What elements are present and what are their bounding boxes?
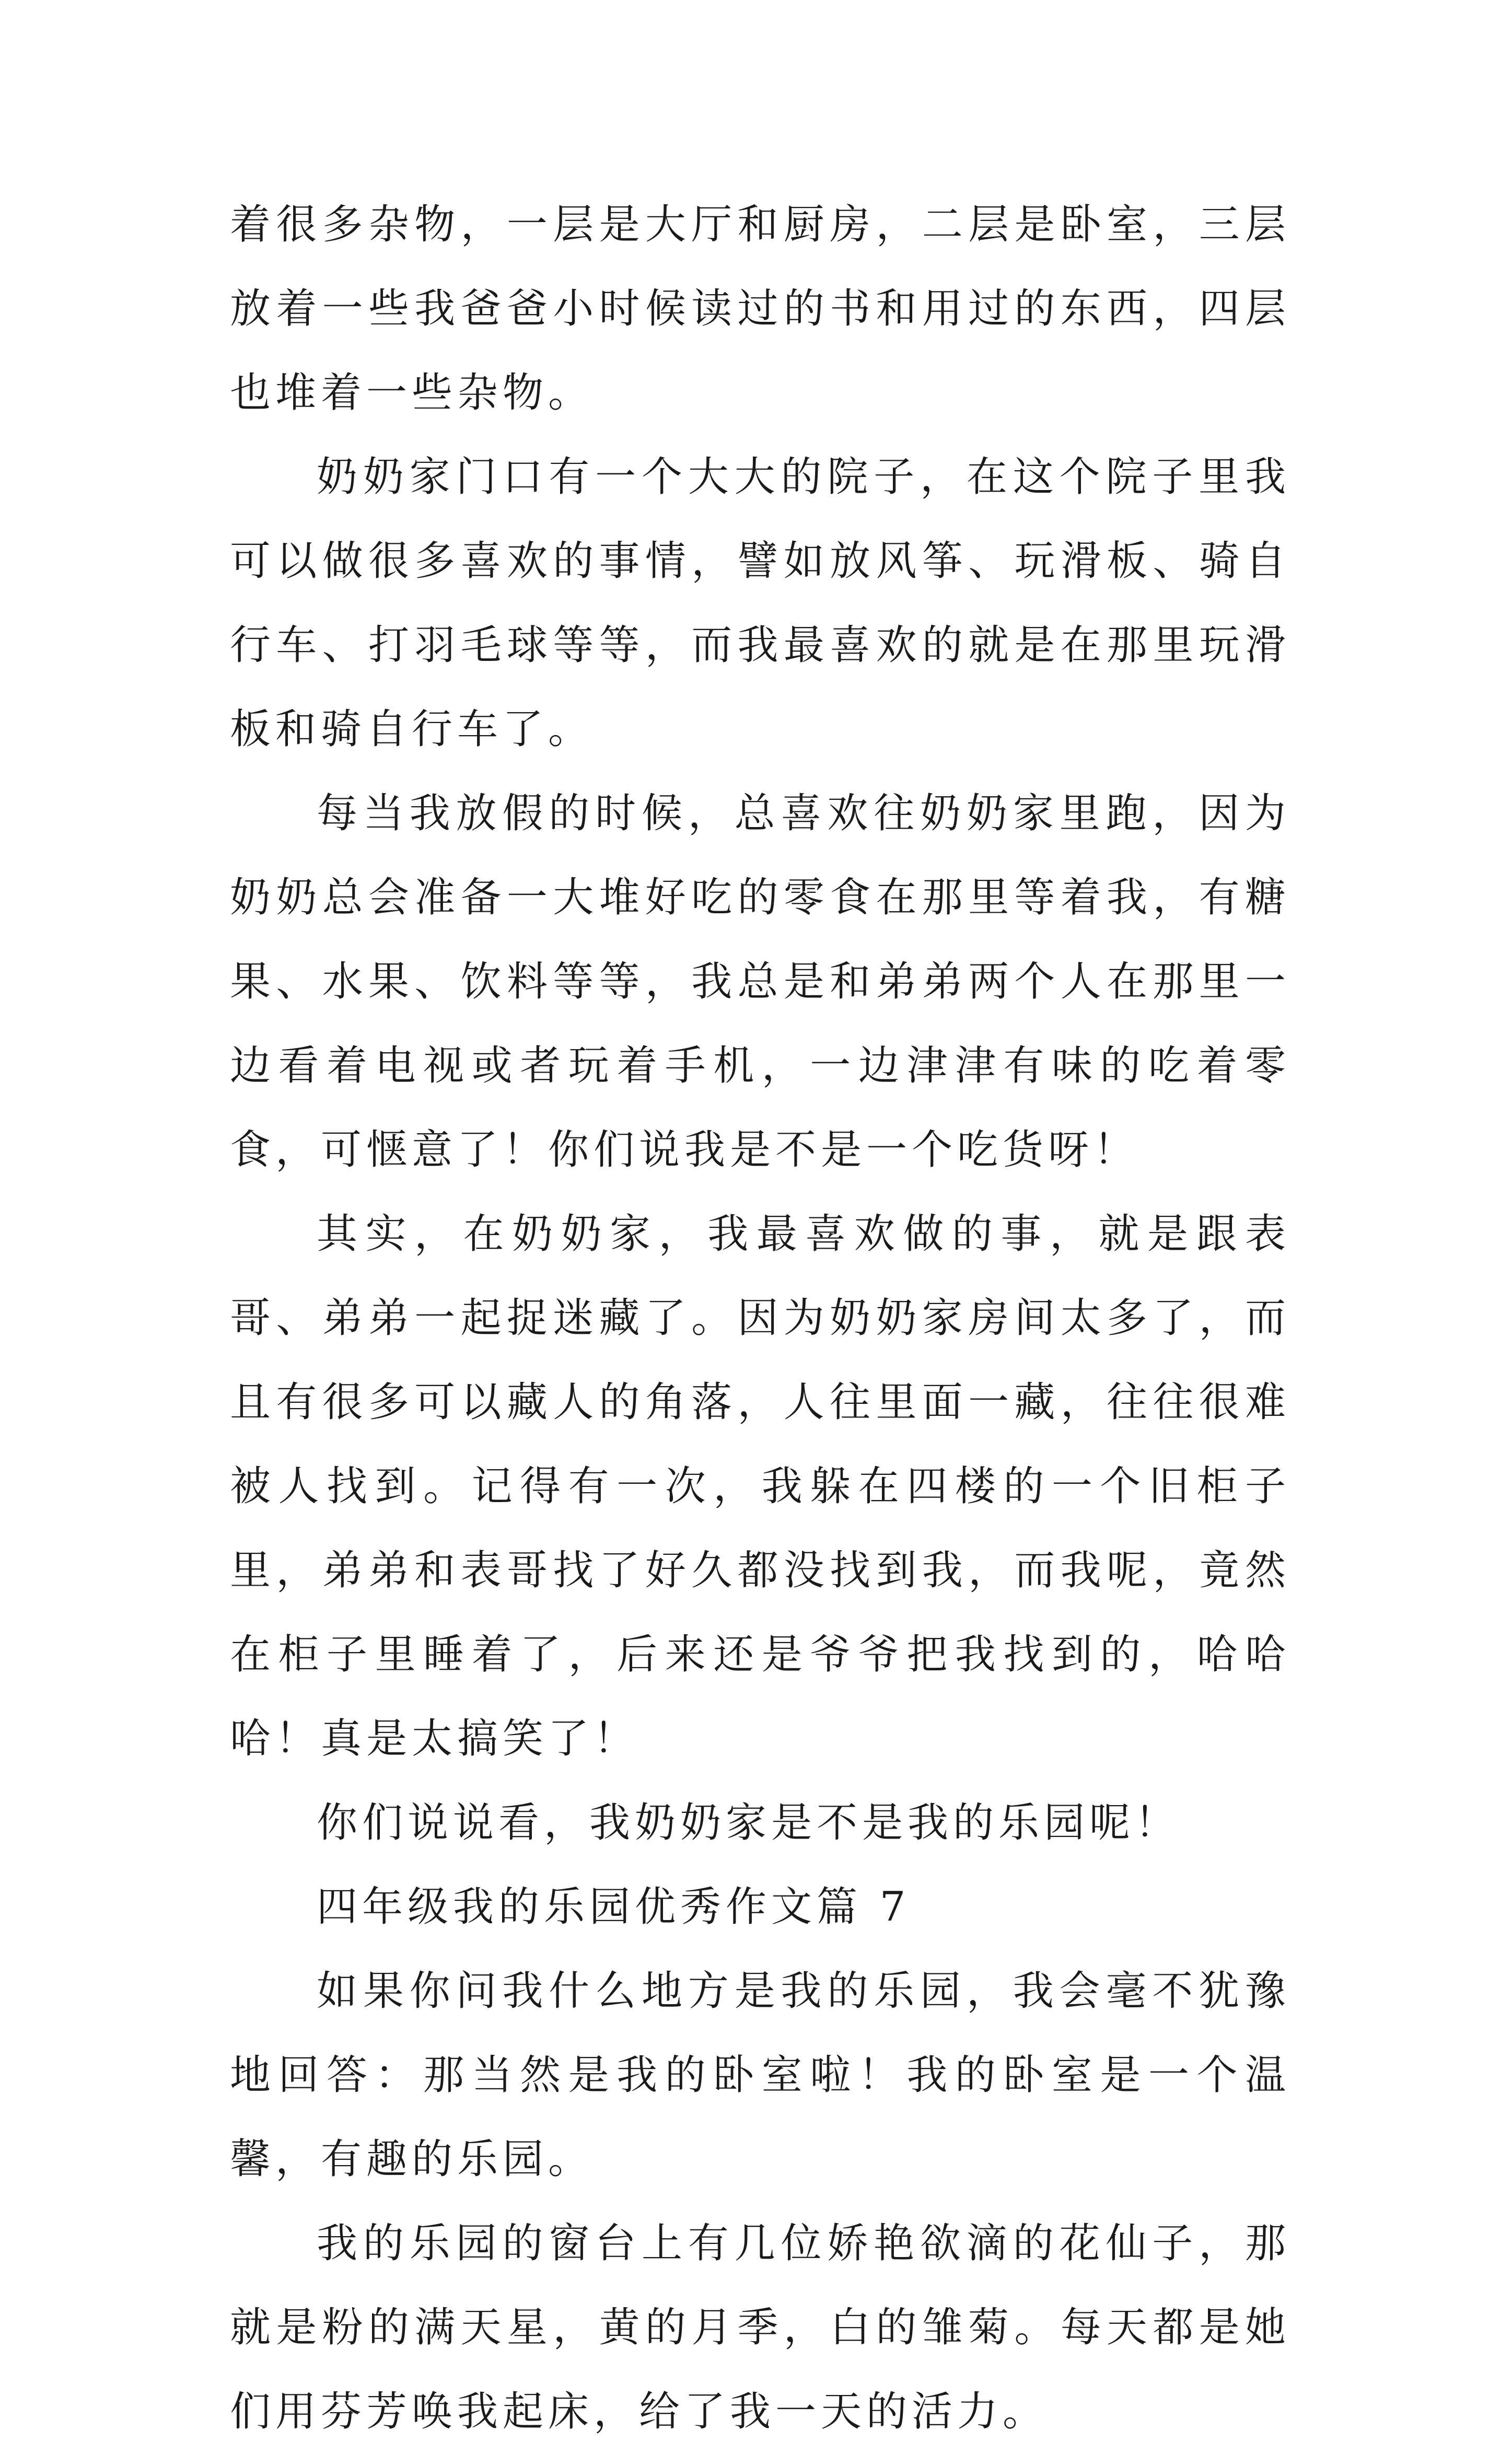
paragraph-4: 其实，在奶奶家，我最喜欢做的事，就是跟表哥、弟弟一起捉迷藏了。因为奶奶家房间太多了，而且有很多可以藏人的角落，人往里面一藏，往往很难被人找到。记得有一次，我躲在四楼的一个旧柜子里，弟弟和表哥找了好久都没找到我，而我呢，竟然在柜子里睡着了，后来还是爷爷把我找到的，哈哈哈！真是太搞笑了！ [230, 1211, 1290, 1762]
paragraph-8: 我的乐园的窗台上有几位娇艳欲滴的花仙子，那就是粉的满天星，黄的月季，白的雏菊。每天都是她们用芬芳唤我起床，给了我一天的活力。 [230, 2220, 1290, 2435]
paragraph-3: 每当我放假的时候，总喜欢往奶奶家里跑，因为奶奶总会准备一大堆好吃的零食在那里等着我，有糖果、水果、饮料等等，我总是和弟弟两个人在那里一边看着电视或者玩着手机，一边津津有味的吃着零食，可惬意了！你们说我是不是一个吃货呀！ [230, 790, 1290, 1173]
section-heading: 四年级我的乐园优秀作文篇 7 [317, 1883, 911, 1930]
paragraph-1: 着很多杂物，一层是大厅和厨房，二层是卧室，三层放着一些我爸爸小时候读过的书和用过的东西，四层也堆着一些杂物。 [230, 201, 1290, 416]
paragraph-2: 奶奶家门口有一个大大的院子，在这个院子里我可以做很多喜欢的事情，譬如放风筝、玩滑板、骑自行车、打羽毛球等等，而我最喜欢的就是在那里玩滑板和骑自行车了。 [230, 453, 1290, 753]
document-body [230, 183, 1290, 2454]
paragraph-7: 如果你问我什么地方是我的乐园，我会毫不犹豫地回答：那当然是我的卧室啦！我的卧室是一个温馨，有趣的乐园。 [230, 1968, 1290, 2183]
paragraph-5: 你们说说看，我奶奶家是不是我的乐园呢！ [317, 1799, 1181, 1846]
